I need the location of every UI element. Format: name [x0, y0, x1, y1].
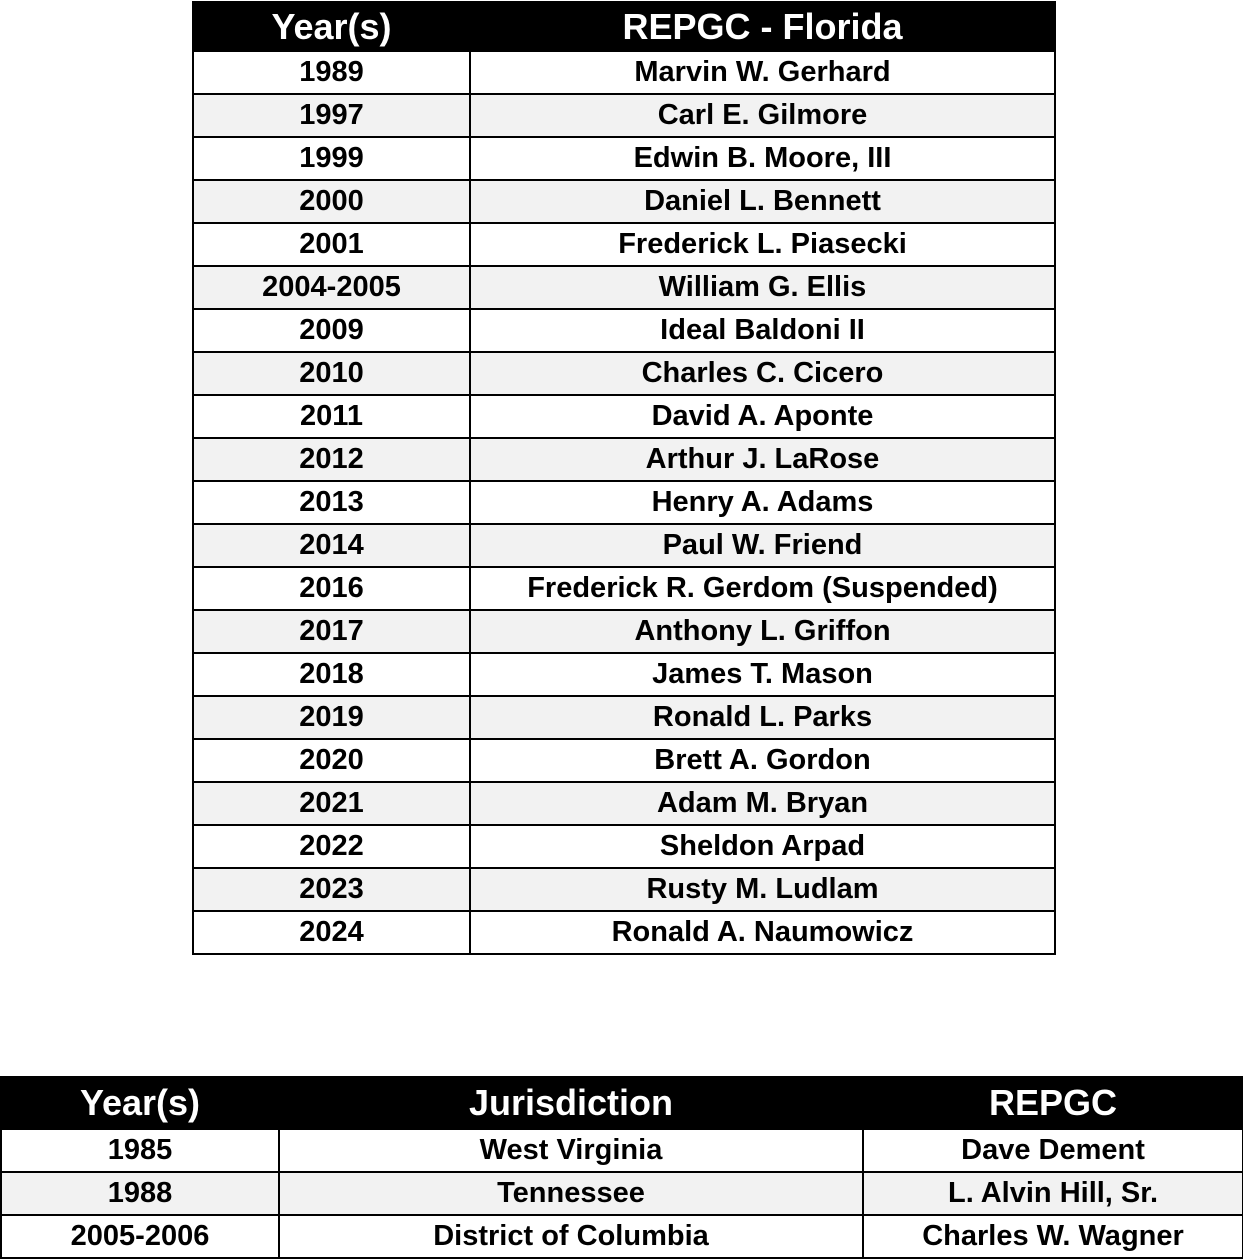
year-cell: 2001 [193, 223, 470, 266]
name-cell: Frederick R. Gerdom (Suspended) [470, 567, 1055, 610]
name-cell: Ronald A. Naumowicz [470, 911, 1055, 954]
table-row [193, 739, 1055, 782]
name-cell: William G. Ellis [470, 266, 1055, 309]
table-row [193, 782, 1055, 825]
column-header-repgc-florida: REPGC - Florida [470, 2, 1055, 51]
year-cell: 2021 [193, 782, 470, 825]
column-header-years: Year(s) [1, 1077, 279, 1129]
table-row [193, 223, 1055, 266]
name-cell: Frederick L. Piasecki [470, 223, 1055, 266]
jurisdiction-cell: Tennessee [279, 1172, 863, 1215]
name-cell: Henry A. Adams [470, 481, 1055, 524]
name-cell: Carl E. Gilmore [470, 94, 1055, 137]
table-row [193, 653, 1055, 696]
other-jurisdictions-table [0, 1076, 1243, 1259]
jurisdiction-cell: West Virginia [279, 1129, 863, 1172]
year-cell: 2000 [193, 180, 470, 223]
column-header-years: Year(s) [193, 2, 470, 51]
name-cell: James T. Mason [470, 653, 1055, 696]
year-cell: 2016 [193, 567, 470, 610]
header-row [193, 2, 1055, 51]
table-row [193, 94, 1055, 137]
table-row [193, 825, 1055, 868]
table-row [193, 395, 1055, 438]
name-cell: Brett A. Gordon [470, 739, 1055, 782]
name-cell: Dave Dement [863, 1129, 1243, 1172]
name-cell: Anthony L. Griffon [470, 610, 1055, 653]
name-cell: Edwin B. Moore, III [470, 137, 1055, 180]
table-row [193, 524, 1055, 567]
name-cell: Charles W. Wagner [863, 1215, 1243, 1258]
table-row [193, 481, 1055, 524]
year-cell: 2011 [193, 395, 470, 438]
name-cell: Rusty M. Ludlam [470, 868, 1055, 911]
table-row [193, 51, 1055, 94]
year-cell: 2004-2005 [193, 266, 470, 309]
table-row [193, 180, 1055, 223]
table-row [1, 1129, 1243, 1172]
table-row [193, 868, 1055, 911]
year-cell: 2020 [193, 739, 470, 782]
table-row [193, 438, 1055, 481]
table-row [193, 137, 1055, 180]
table-row [193, 352, 1055, 395]
table-row [193, 610, 1055, 653]
year-cell: 2012 [193, 438, 470, 481]
name-cell: David A. Aponte [470, 395, 1055, 438]
year-cell: 1989 [193, 51, 470, 94]
name-cell: Marvin W. Gerhard [470, 51, 1055, 94]
year-cell: 2024 [193, 911, 470, 954]
year-cell: 2023 [193, 868, 470, 911]
year-cell: 1985 [1, 1129, 279, 1172]
table-row [193, 266, 1055, 309]
year-cell: 2022 [193, 825, 470, 868]
name-cell: Charles C. Cicero [470, 352, 1055, 395]
header-row [1, 1077, 1243, 1129]
table-row [193, 309, 1055, 352]
year-cell: 2019 [193, 696, 470, 739]
jurisdiction-cell: District of Columbia [279, 1215, 863, 1258]
table-row [193, 567, 1055, 610]
year-cell: 2018 [193, 653, 470, 696]
column-header-jurisdiction: Jurisdiction [279, 1077, 863, 1129]
year-cell: 1988 [1, 1172, 279, 1215]
year-cell: 2005-2006 [1, 1215, 279, 1258]
year-cell: 2014 [193, 524, 470, 567]
name-cell: Paul W. Friend [470, 524, 1055, 567]
column-header-repgc: REPGC [863, 1077, 1243, 1129]
name-cell: Adam M. Bryan [470, 782, 1055, 825]
name-cell: Arthur J. LaRose [470, 438, 1055, 481]
year-cell: 1997 [193, 94, 470, 137]
year-cell: 1999 [193, 137, 470, 180]
name-cell: Ideal Baldoni II [470, 309, 1055, 352]
name-cell: Sheldon Arpad [470, 825, 1055, 868]
name-cell: Daniel L. Bennett [470, 180, 1055, 223]
table-row [1, 1172, 1243, 1215]
table-row [193, 696, 1055, 739]
florida-repgc-table [192, 1, 1056, 955]
year-cell: 2013 [193, 481, 470, 524]
name-cell: L. Alvin Hill, Sr. [863, 1172, 1243, 1215]
name-cell: Ronald L. Parks [470, 696, 1055, 739]
table-row [1, 1215, 1243, 1258]
year-cell: 2017 [193, 610, 470, 653]
table-row [193, 911, 1055, 954]
year-cell: 2009 [193, 309, 470, 352]
year-cell: 2010 [193, 352, 470, 395]
